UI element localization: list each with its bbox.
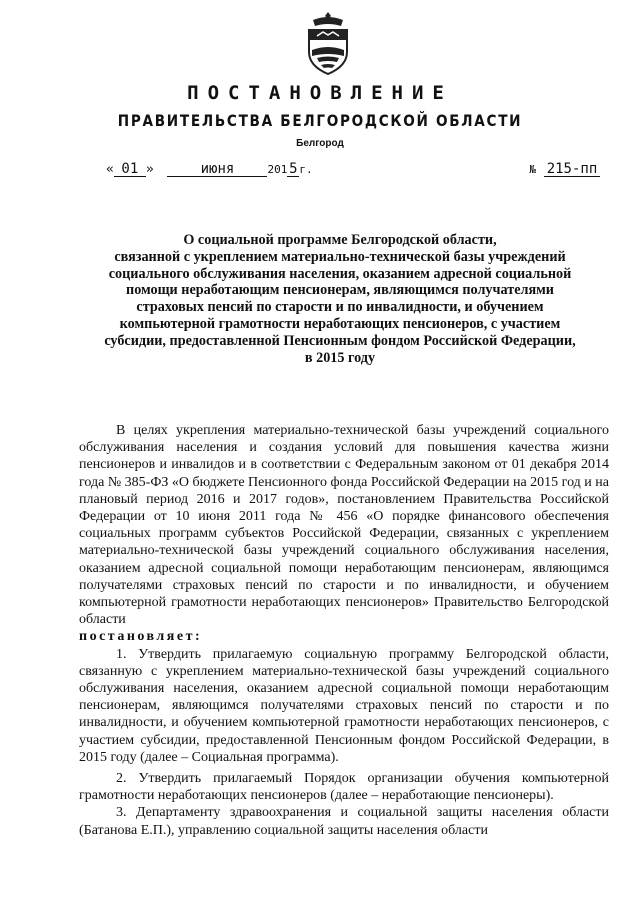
heading-line: в 2015 году bbox=[304, 349, 376, 366]
heading-line: О социальной программе Белгородской области, bbox=[183, 232, 497, 248]
heading-line: связанной с укреплением материально-технической базы учреждений bbox=[114, 248, 566, 265]
document-number-value: 215-пп bbox=[544, 162, 600, 177]
date-year-suffix: 5 bbox=[289, 161, 298, 177]
decree-word: постановляет: bbox=[79, 629, 203, 645]
item-2-paragraph: 2. Утвердить прилагаемый Порядок организации обучения компьютерной грамотности неработающих пенсионеров (далее – неработающие пенсионеры). bbox=[79, 771, 609, 804]
item-3-paragraph: 3. Департаменту здравоохранения и социальной защиты населения области (Батанова Е.П.), управлению социальной защиты населения области bbox=[79, 805, 609, 838]
item-1-paragraph: 1. Утвердить прилагаемую социальную программу Белгородской области, связанную с укреплением материально-технической базы учреждений социального обслуживания населения, оказанием адресной социальной помощи неработающим пенсионерам, являющимся получателями страховых пенсий по старости и по инвалидности, и обучением компьютерной грамотности неработающих пенсионеров, с участием субсидии, предоставленной Пенсионным фондом Российской Федерации, в 2015 году (далее – Социальная программа). bbox=[79, 646, 609, 765]
heading-line: социального обслуживания населения, оказанием адресной социальной bbox=[108, 265, 572, 282]
coat-of-arms-icon bbox=[305, 10, 351, 76]
issuing-authority: ПРАВИТЕЛЬСТВА БЕЛГОРОДСКОЙ ОБЛАСТИ bbox=[117, 111, 523, 130]
heading-line: страховых пенсий по старости и по инвалидности, и обучением bbox=[136, 299, 544, 316]
date-month: июня bbox=[167, 162, 267, 177]
document-date: « 01 » июня 201 5 г. bbox=[106, 161, 313, 177]
preamble-paragraph: В целях укрепления материально-технической базы учреждений социального обслуживания населения и создания условий для повышения качества жизни пенсионеров и инвалидов и в соответствии с Федеральным законом от 01 декабря 2014 года № 385-ФЗ «О бюджете Пенсионного фонда Российской Федерации на 2015 год и на плановый период 2016 и 2017 годов», постановлением Правительства Российской Федерации от 10 июня 2011 года № 456 «О порядке финансового обеспечения социальных программ субъектов Российской Федерации, связанных с укреплением материально-технической базы учреждений социального обслуживания населения, оказанием адресной социальной помощи неработающим пенсионерам, являющимся получателями страховых пенсий по старости и по инвалидности, и обучением компьютерной грамотности неработающих пенсионеров» Правительство Белгородской области bbox=[79, 423, 609, 628]
document-heading bbox=[60, 232, 620, 366]
heading-line: компьютерной грамотности неработающих пенсионеров, с участием bbox=[119, 315, 561, 332]
heading-line: субсидии, предоставленной Пенсионным фондом Российской Федерации, bbox=[104, 332, 576, 349]
document-number: № 215-пп bbox=[530, 162, 600, 177]
city-name: Белгород bbox=[296, 138, 344, 149]
heading-line: помощи неработающим пенсионерам, являющимся получателями bbox=[126, 282, 554, 299]
date-day: 01 bbox=[114, 162, 146, 177]
document-type-title: ПОСТАНОВЛЕНИЕ bbox=[187, 82, 453, 104]
document-body bbox=[79, 422, 609, 839]
